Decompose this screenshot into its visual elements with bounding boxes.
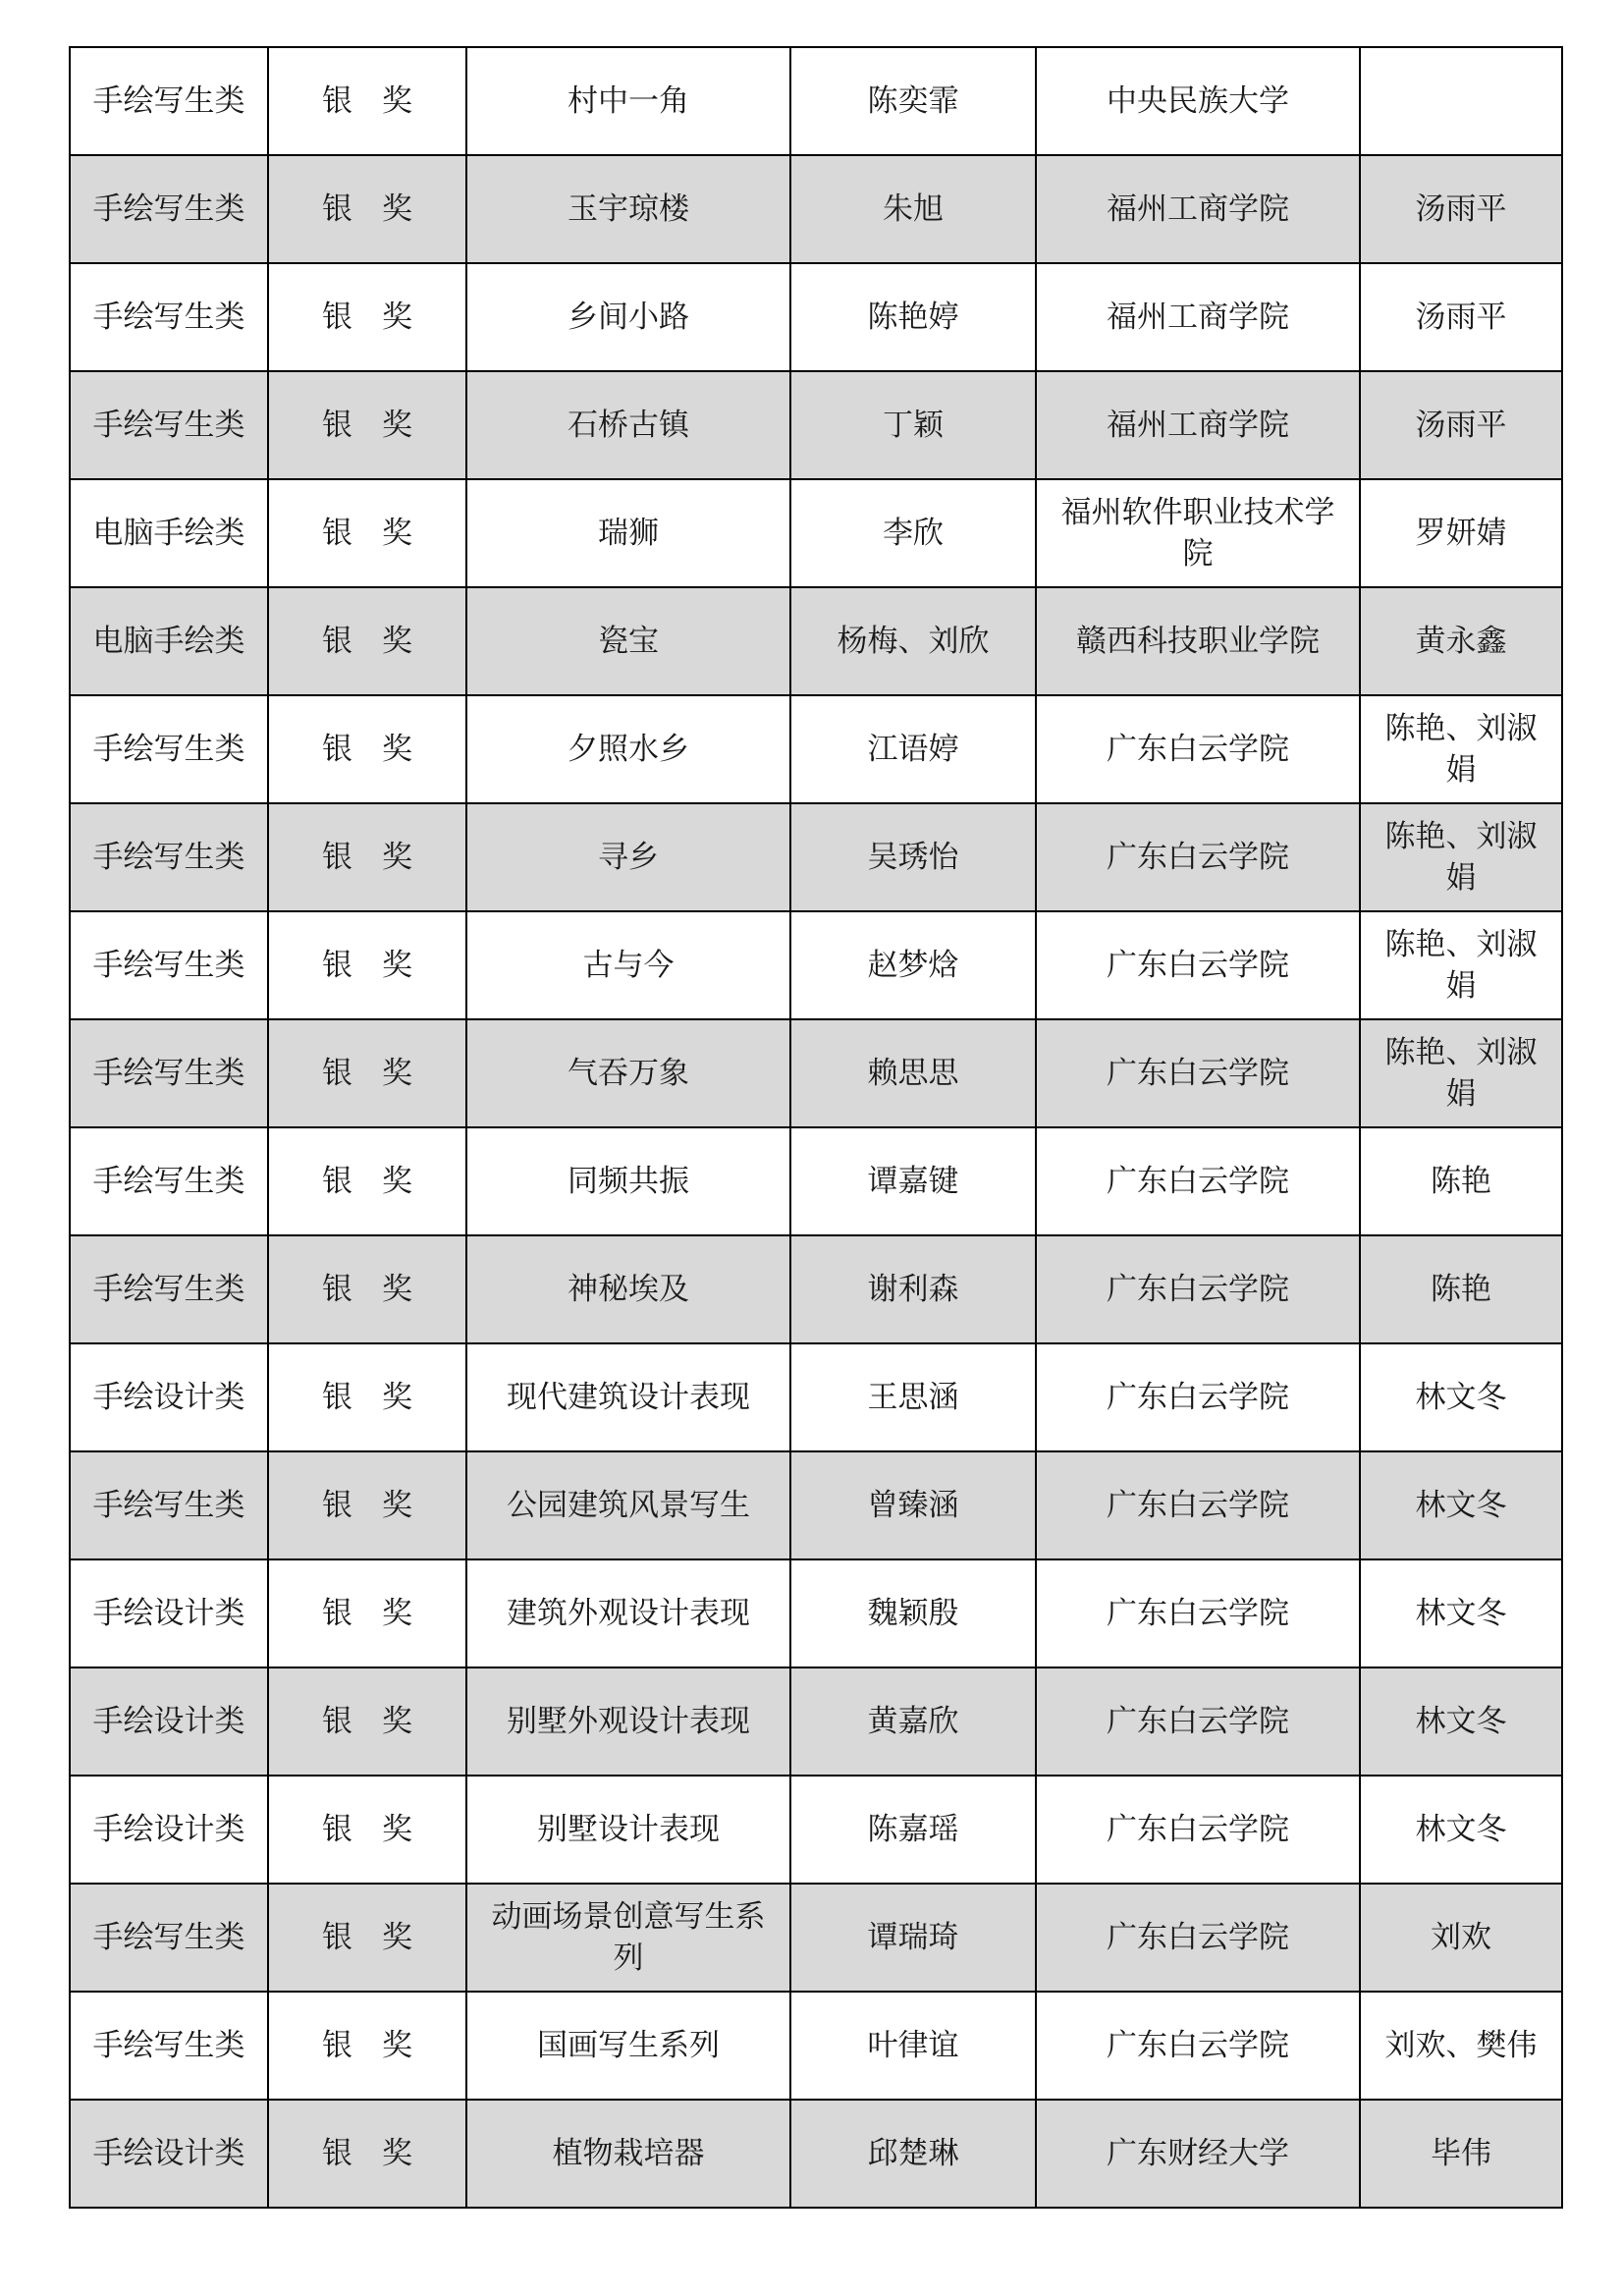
advisor-cell: 林文冬 xyxy=(1360,1667,1562,1776)
category-cell: 手绘设计类 xyxy=(70,1559,268,1667)
work-title-cell: 国画写生系列 xyxy=(466,1992,790,2100)
author-cell: 魏颖殷 xyxy=(790,1559,1036,1667)
work-title-cell: 同频共振 xyxy=(466,1127,790,1235)
school-cell: 福州工商学院 xyxy=(1036,155,1360,263)
document-page xyxy=(69,46,1561,2209)
award-cell xyxy=(268,1992,466,2100)
table-row xyxy=(70,1343,1562,1451)
work-title-cell: 夕照水乡 xyxy=(466,695,790,803)
author-cell: 赖思思 xyxy=(790,1019,1036,1127)
table-row xyxy=(70,695,1562,803)
work-title-cell: 石桥古镇 xyxy=(466,371,790,479)
category-cell: 手绘写生类 xyxy=(70,1019,268,1127)
table-row xyxy=(70,1776,1562,1884)
award-label: 银奖 xyxy=(322,1920,442,1955)
school-cell: 广东白云学院 xyxy=(1036,803,1360,911)
advisor-cell: 刘欢 xyxy=(1360,1884,1562,1992)
award-cell xyxy=(268,263,466,371)
award-cell xyxy=(268,371,466,479)
work-title-cell: 植物栽培器 xyxy=(466,2100,790,2208)
school-cell: 赣西科技职业学院 xyxy=(1036,587,1360,695)
category-cell: 手绘设计类 xyxy=(70,1776,268,1884)
advisor-cell: 林文冬 xyxy=(1360,1559,1562,1667)
school-cell: 广东白云学院 xyxy=(1036,1019,1360,1127)
school-cell: 广东白云学院 xyxy=(1036,1559,1360,1667)
award-label: 银奖 xyxy=(322,1056,442,1091)
work-title-cell: 建筑外观设计表现 xyxy=(466,1559,790,1667)
category-cell: 手绘写生类 xyxy=(70,1235,268,1343)
category-cell: 手绘写生类 xyxy=(70,371,268,479)
author-cell: 谭瑞琦 xyxy=(790,1884,1036,1992)
category-cell: 手绘写生类 xyxy=(70,1127,268,1235)
award-label: 银奖 xyxy=(322,2028,442,2063)
work-title-cell: 公园建筑风景写生 xyxy=(466,1451,790,1559)
table-row xyxy=(70,371,1562,479)
author-cell: 王思涵 xyxy=(790,1343,1036,1451)
advisor-cell: 林文冬 xyxy=(1360,1451,1562,1559)
school-cell: 广东白云学院 xyxy=(1036,1992,1360,2100)
advisor-cell: 林文冬 xyxy=(1360,1776,1562,1884)
award-label: 银奖 xyxy=(322,1596,442,1631)
author-cell: 赵梦焓 xyxy=(790,911,1036,1019)
school-cell: 福州工商学院 xyxy=(1036,371,1360,479)
award-label: 银奖 xyxy=(322,1164,442,1199)
advisor-cell: 毕伟 xyxy=(1360,2100,1562,2208)
award-cell xyxy=(268,1776,466,1884)
category-cell: 手绘设计类 xyxy=(70,1343,268,1451)
school-cell: 广东白云学院 xyxy=(1036,1884,1360,1992)
award-cell xyxy=(268,2100,466,2208)
work-title-cell: 现代建筑设计表现 xyxy=(466,1343,790,1451)
table-row xyxy=(70,1451,1562,1559)
award-label: 银奖 xyxy=(322,948,442,983)
work-title-cell: 古与今 xyxy=(466,911,790,1019)
school-cell: 广东财经大学 xyxy=(1036,2100,1360,2208)
table-row xyxy=(70,479,1562,587)
award-label: 银奖 xyxy=(322,732,442,767)
school-cell: 广东白云学院 xyxy=(1036,1343,1360,1451)
award-label: 银奖 xyxy=(322,83,442,119)
author-cell: 陈艳婷 xyxy=(790,263,1036,371)
award-cell xyxy=(268,1559,466,1667)
award-cell xyxy=(268,1127,466,1235)
advisor-cell: 陈艳 xyxy=(1360,1127,1562,1235)
award-label: 银奖 xyxy=(322,191,442,227)
work-title-cell: 别墅外观设计表现 xyxy=(466,1667,790,1776)
award-label: 银奖 xyxy=(322,516,442,551)
award-cell xyxy=(268,587,466,695)
award-cell xyxy=(268,479,466,587)
category-cell: 手绘设计类 xyxy=(70,1667,268,1776)
award-label: 银奖 xyxy=(322,624,442,659)
table-row xyxy=(70,911,1562,1019)
award-cell xyxy=(268,695,466,803)
award-label: 银奖 xyxy=(322,1272,442,1307)
award-cell xyxy=(268,1451,466,1559)
table-row xyxy=(70,2100,1562,2208)
category-cell: 手绘写生类 xyxy=(70,695,268,803)
work-title-cell: 神秘埃及 xyxy=(466,1235,790,1343)
school-cell: 广东白云学院 xyxy=(1036,1667,1360,1776)
work-title-cell: 瑞狮 xyxy=(466,479,790,587)
award-cell xyxy=(268,911,466,1019)
table-row xyxy=(70,1884,1562,1992)
author-cell: 黄嘉欣 xyxy=(790,1667,1036,1776)
award-cell xyxy=(268,1235,466,1343)
table-row xyxy=(70,1667,1562,1776)
category-cell: 手绘写生类 xyxy=(70,1884,268,1992)
category-cell: 手绘写生类 xyxy=(70,1992,268,2100)
advisor-cell: 罗妍婧 xyxy=(1360,479,1562,587)
category-cell: 电脑手绘类 xyxy=(70,587,268,695)
advisor-cell: 陈艳、刘淑娟 xyxy=(1360,911,1562,1019)
author-cell: 叶律谊 xyxy=(790,1992,1036,2100)
award-label: 银奖 xyxy=(322,1812,442,1847)
table-row xyxy=(70,1019,1562,1127)
author-cell: 陈奕霏 xyxy=(790,47,1036,155)
advisor-cell: 陈艳 xyxy=(1360,1235,1562,1343)
school-cell: 广东白云学院 xyxy=(1036,1451,1360,1559)
school-cell: 福州软件职业技术学院 xyxy=(1036,479,1360,587)
award-cell xyxy=(268,1019,466,1127)
advisor-cell: 陈艳、刘淑娟 xyxy=(1360,695,1562,803)
work-title-cell: 乡间小路 xyxy=(466,263,790,371)
advisor-cell: 汤雨平 xyxy=(1360,155,1562,263)
author-cell: 江语婷 xyxy=(790,695,1036,803)
author-cell: 曾臻涵 xyxy=(790,1451,1036,1559)
awards-table xyxy=(69,46,1563,2209)
work-title-cell: 动画场景创意写生系列 xyxy=(466,1884,790,1992)
table-row xyxy=(70,263,1562,371)
table-row xyxy=(70,47,1562,155)
award-cell xyxy=(268,803,466,911)
award-label: 银奖 xyxy=(322,1704,442,1739)
author-cell: 谢利森 xyxy=(790,1235,1036,1343)
award-label: 银奖 xyxy=(322,2136,442,2171)
work-title-cell: 气吞万象 xyxy=(466,1019,790,1127)
author-cell: 吴琇怡 xyxy=(790,803,1036,911)
advisor-cell: 汤雨平 xyxy=(1360,263,1562,371)
category-cell: 手绘写生类 xyxy=(70,155,268,263)
award-label: 银奖 xyxy=(322,1380,442,1415)
advisor-cell: 黄永鑫 xyxy=(1360,587,1562,695)
table-row xyxy=(70,803,1562,911)
category-cell: 手绘写生类 xyxy=(70,803,268,911)
author-cell: 朱旭 xyxy=(790,155,1036,263)
award-label: 银奖 xyxy=(322,1488,442,1523)
table-row xyxy=(70,1127,1562,1235)
award-label: 银奖 xyxy=(322,840,442,875)
award-cell xyxy=(268,1884,466,1992)
category-cell: 手绘写生类 xyxy=(70,263,268,371)
category-cell: 手绘设计类 xyxy=(70,2100,268,2208)
advisor-cell: 陈艳、刘淑娟 xyxy=(1360,1019,1562,1127)
work-title-cell: 玉宇琼楼 xyxy=(466,155,790,263)
award-label: 银奖 xyxy=(322,408,442,443)
author-cell: 杨梅、刘欣 xyxy=(790,587,1036,695)
advisor-cell: 陈艳、刘淑娟 xyxy=(1360,803,1562,911)
author-cell: 陈嘉瑶 xyxy=(790,1776,1036,1884)
author-cell: 邱楚琳 xyxy=(790,2100,1036,2208)
table-row xyxy=(70,1235,1562,1343)
table-row xyxy=(70,587,1562,695)
award-cell xyxy=(268,155,466,263)
school-cell: 广东白云学院 xyxy=(1036,1235,1360,1343)
school-cell: 中央民族大学 xyxy=(1036,47,1360,155)
table-row xyxy=(70,1559,1562,1667)
advisor-cell: 汤雨平 xyxy=(1360,371,1562,479)
table-row xyxy=(70,155,1562,263)
award-label: 银奖 xyxy=(322,300,442,335)
award-cell xyxy=(268,1667,466,1776)
advisor-cell: 林文冬 xyxy=(1360,1343,1562,1451)
award-cell xyxy=(268,1343,466,1451)
work-title-cell: 寻乡 xyxy=(466,803,790,911)
school-cell: 福州工商学院 xyxy=(1036,263,1360,371)
school-cell: 广东白云学院 xyxy=(1036,695,1360,803)
author-cell: 李欣 xyxy=(790,479,1036,587)
work-title-cell: 村中一角 xyxy=(466,47,790,155)
category-cell: 手绘写生类 xyxy=(70,1451,268,1559)
work-title-cell: 别墅设计表现 xyxy=(466,1776,790,1884)
category-cell: 手绘写生类 xyxy=(70,47,268,155)
table-row xyxy=(70,1992,1562,2100)
award-cell xyxy=(268,47,466,155)
school-cell: 广东白云学院 xyxy=(1036,1127,1360,1235)
author-cell: 谭嘉键 xyxy=(790,1127,1036,1235)
awards-table-body xyxy=(70,47,1562,2208)
category-cell: 电脑手绘类 xyxy=(70,479,268,587)
advisor-cell xyxy=(1360,47,1562,155)
school-cell: 广东白云学院 xyxy=(1036,1776,1360,1884)
work-title-cell: 瓷宝 xyxy=(466,587,790,695)
author-cell: 丁颖 xyxy=(790,371,1036,479)
school-cell: 广东白云学院 xyxy=(1036,911,1360,1019)
advisor-cell: 刘欢、樊伟 xyxy=(1360,1992,1562,2100)
category-cell: 手绘写生类 xyxy=(70,911,268,1019)
